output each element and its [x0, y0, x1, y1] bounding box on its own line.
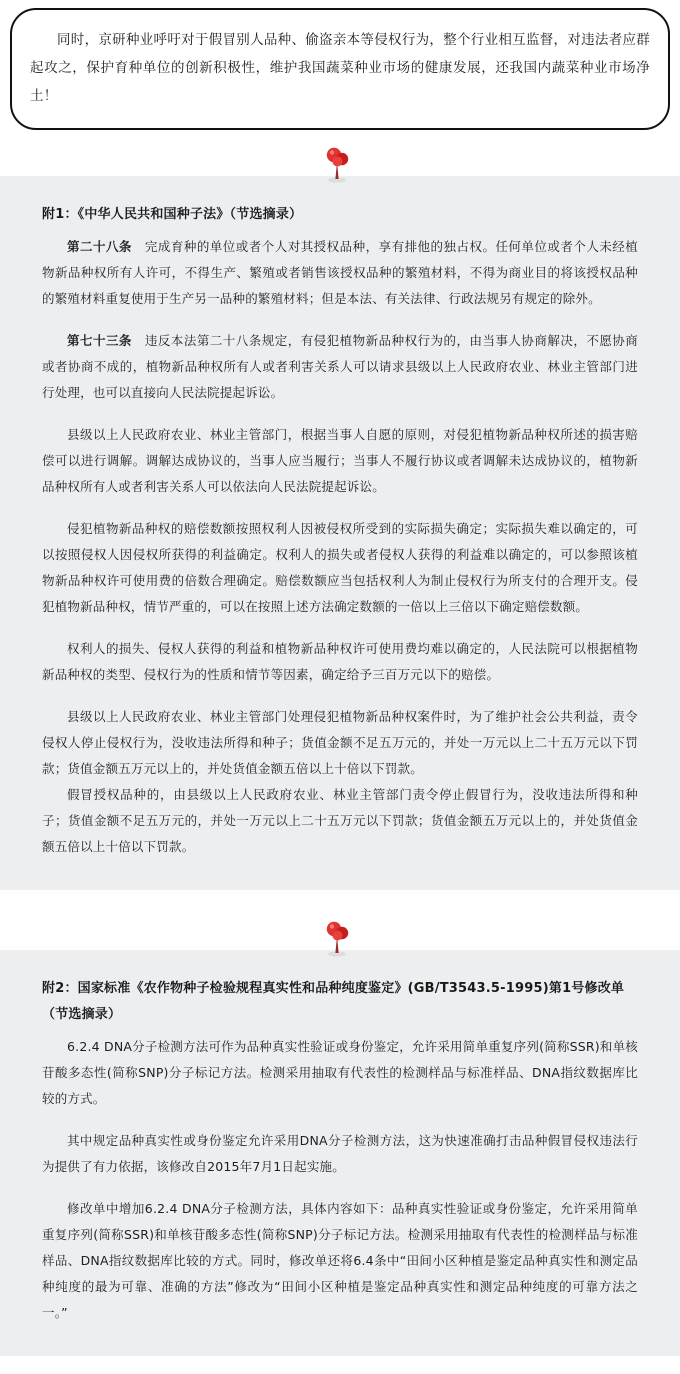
appendix-2-paragraph: 其中规定品种真实性或身份鉴定允许采用DNA分子检测方法，这为快速准确打击品种假冒侵权违法行为提供了有力依据，该修改自2015年7月1日起实施。 [42, 1133, 638, 1174]
appendix-2-section [0, 950, 680, 1356]
divider-ornament-1 [0, 142, 680, 176]
callout-box [10, 8, 670, 130]
pushpin-icon [318, 142, 362, 186]
appendix-1-title: 附1：《中华人民共和国种子法》（节选摘录） [42, 207, 303, 222]
callout-section [0, 0, 680, 142]
appendix-2-paragraph: 6.2.4 DNA分子检测方法可作为品种真实性验证或身份鉴定，允许采用简单重复序列(简称SSR)和单核苷酸多态性(简称SNP)分子标记方法。检测采用抽取有代表性的检测样品与标准样品、DNA指纹数据库比较的方式。 [42, 1039, 638, 1106]
appendix-1-paragraph: 县级以上人民政府农业、林业主管部门处理侵犯植物新品种权案件时，为了维护社会公共利益，责令侵权人停止侵权行为，没收违法所得和种子；货值金额不足五万元的，并处一万元以上二十五万元以下罚款；货值金额五万元以上的，并处货值金额五倍以上十倍以下罚款。 [42, 709, 638, 776]
clause-label: 第七十三条 [67, 333, 132, 348]
clause-text: 完成育种的单位或者个人对其授权品种，享有排他的独占权。任何单位或者个人未经植物新品种权所有人许可，不得生产、繁殖或者销售该授权品种的繁殖材料，不得为商业目的将该授权品种的繁殖材料重复使用于生产另一品种的繁殖材料；但是本法、有关法律、行政法规另有规定的除外。 [42, 239, 638, 306]
section-gap [0, 890, 680, 916]
callout-text: 同时，京研种业呼吁对于假冒别人品种、偷盗亲本等侵权行为，整个行业相互监督，对违法者应群起攻之，保护育种单位的创新积极性，维护我国蔬菜种业市场的健康发展，还我国内蔬菜种业市场净土！ [30, 32, 650, 104]
appendix-1-paragraph: 假冒授权品种的，由县级以上人民政府农业、林业主管部门责令停止假冒行为，没收违法所得和种子；货值金额不足五万元的，并处一万元以上二十五万元以下罚款；货值金额五万元以上的，并处货值金额五倍以上十倍以下罚款。 [42, 787, 638, 854]
appendix-1-paragraph [42, 328, 638, 406]
pushpin-icon [318, 916, 362, 960]
appendix-1-paragraph: 权利人的损失、侵权人获得的利益和植物新品种权许可使用费均难以确定的，人民法院可以根据植物新品种权的类型、侵权行为的性质和情节等因素，确定给予三百万元以下的赔偿。 [42, 641, 638, 682]
appendix-1-section [0, 176, 680, 890]
appendix-2-paragraph: 修改单中增加6.2.4 DNA分子检测方法，具体内容如下：品种真实性验证或身份鉴定，允许采用简单重复序列(简称SSR)和单核苷酸多态性(简称SNP)分子标记方法。检测采用抽取有代表性的检测样品与标准样品、DNA指纹数据库比较的方式。同时，修改单还将6.4条中“田间小区种植是鉴定品种真实性和测定品种纯度的最为可靠、准确的方法”修改为“田间小区种植是鉴定品种真实性和测定品种纯度的可靠方法之一。” [42, 1201, 638, 1320]
appendix-1-paragraph: 县级以上人民政府农业、林业主管部门，根据当事人自愿的原则，对侵犯植物新品种权所述的损害赔偿可以进行调解。调解达成协议的，当事人应当履行；当事人不履行协议或者调解未达成协议的，植物新品种权所有人或者利害关系人可以依法向人民法院提起诉讼。 [42, 427, 638, 494]
page-footer-gap [0, 1356, 680, 1374]
appendix-1-paragraph [42, 234, 638, 312]
clause-text: 违反本法第二十八条规定，有侵犯植物新品种权行为的，由当事人协商解决，不愿协商或者协商不成的，植物新品种权所有人或者利害关系人可以请求县级以上人民政府农业、林业主管部门进行处理，也可以直接向人民法院提起诉讼。 [42, 333, 638, 400]
appendix-2-title: 附2：国家标准《农作物种子检验规程真实性和品种纯度鉴定》(GB/T3543.5-1995)第1号修改单（节选摘录） [42, 981, 625, 1022]
divider-ornament-2 [0, 916, 680, 950]
clause-label: 第二十八条 [67, 239, 132, 254]
appendix-1-paragraph: 侵犯植物新品种权的赔偿数额按照权利人因被侵权所受到的实际损失确定；实际损失难以确定的，可以按照侵权人因侵权所获得的利益确定。权利人的损失或者侵权人获得的利益难以确定的，可以参照该植物新品种权许可使用费的倍数合理确定。赔偿数额应当包括权利人为制止侵权行为所支付的合理开支。侵犯植物新品种权，情节严重的，可以在按照上述方法确定数额的一倍以上三倍以下确定赔偿数额。 [42, 521, 638, 614]
